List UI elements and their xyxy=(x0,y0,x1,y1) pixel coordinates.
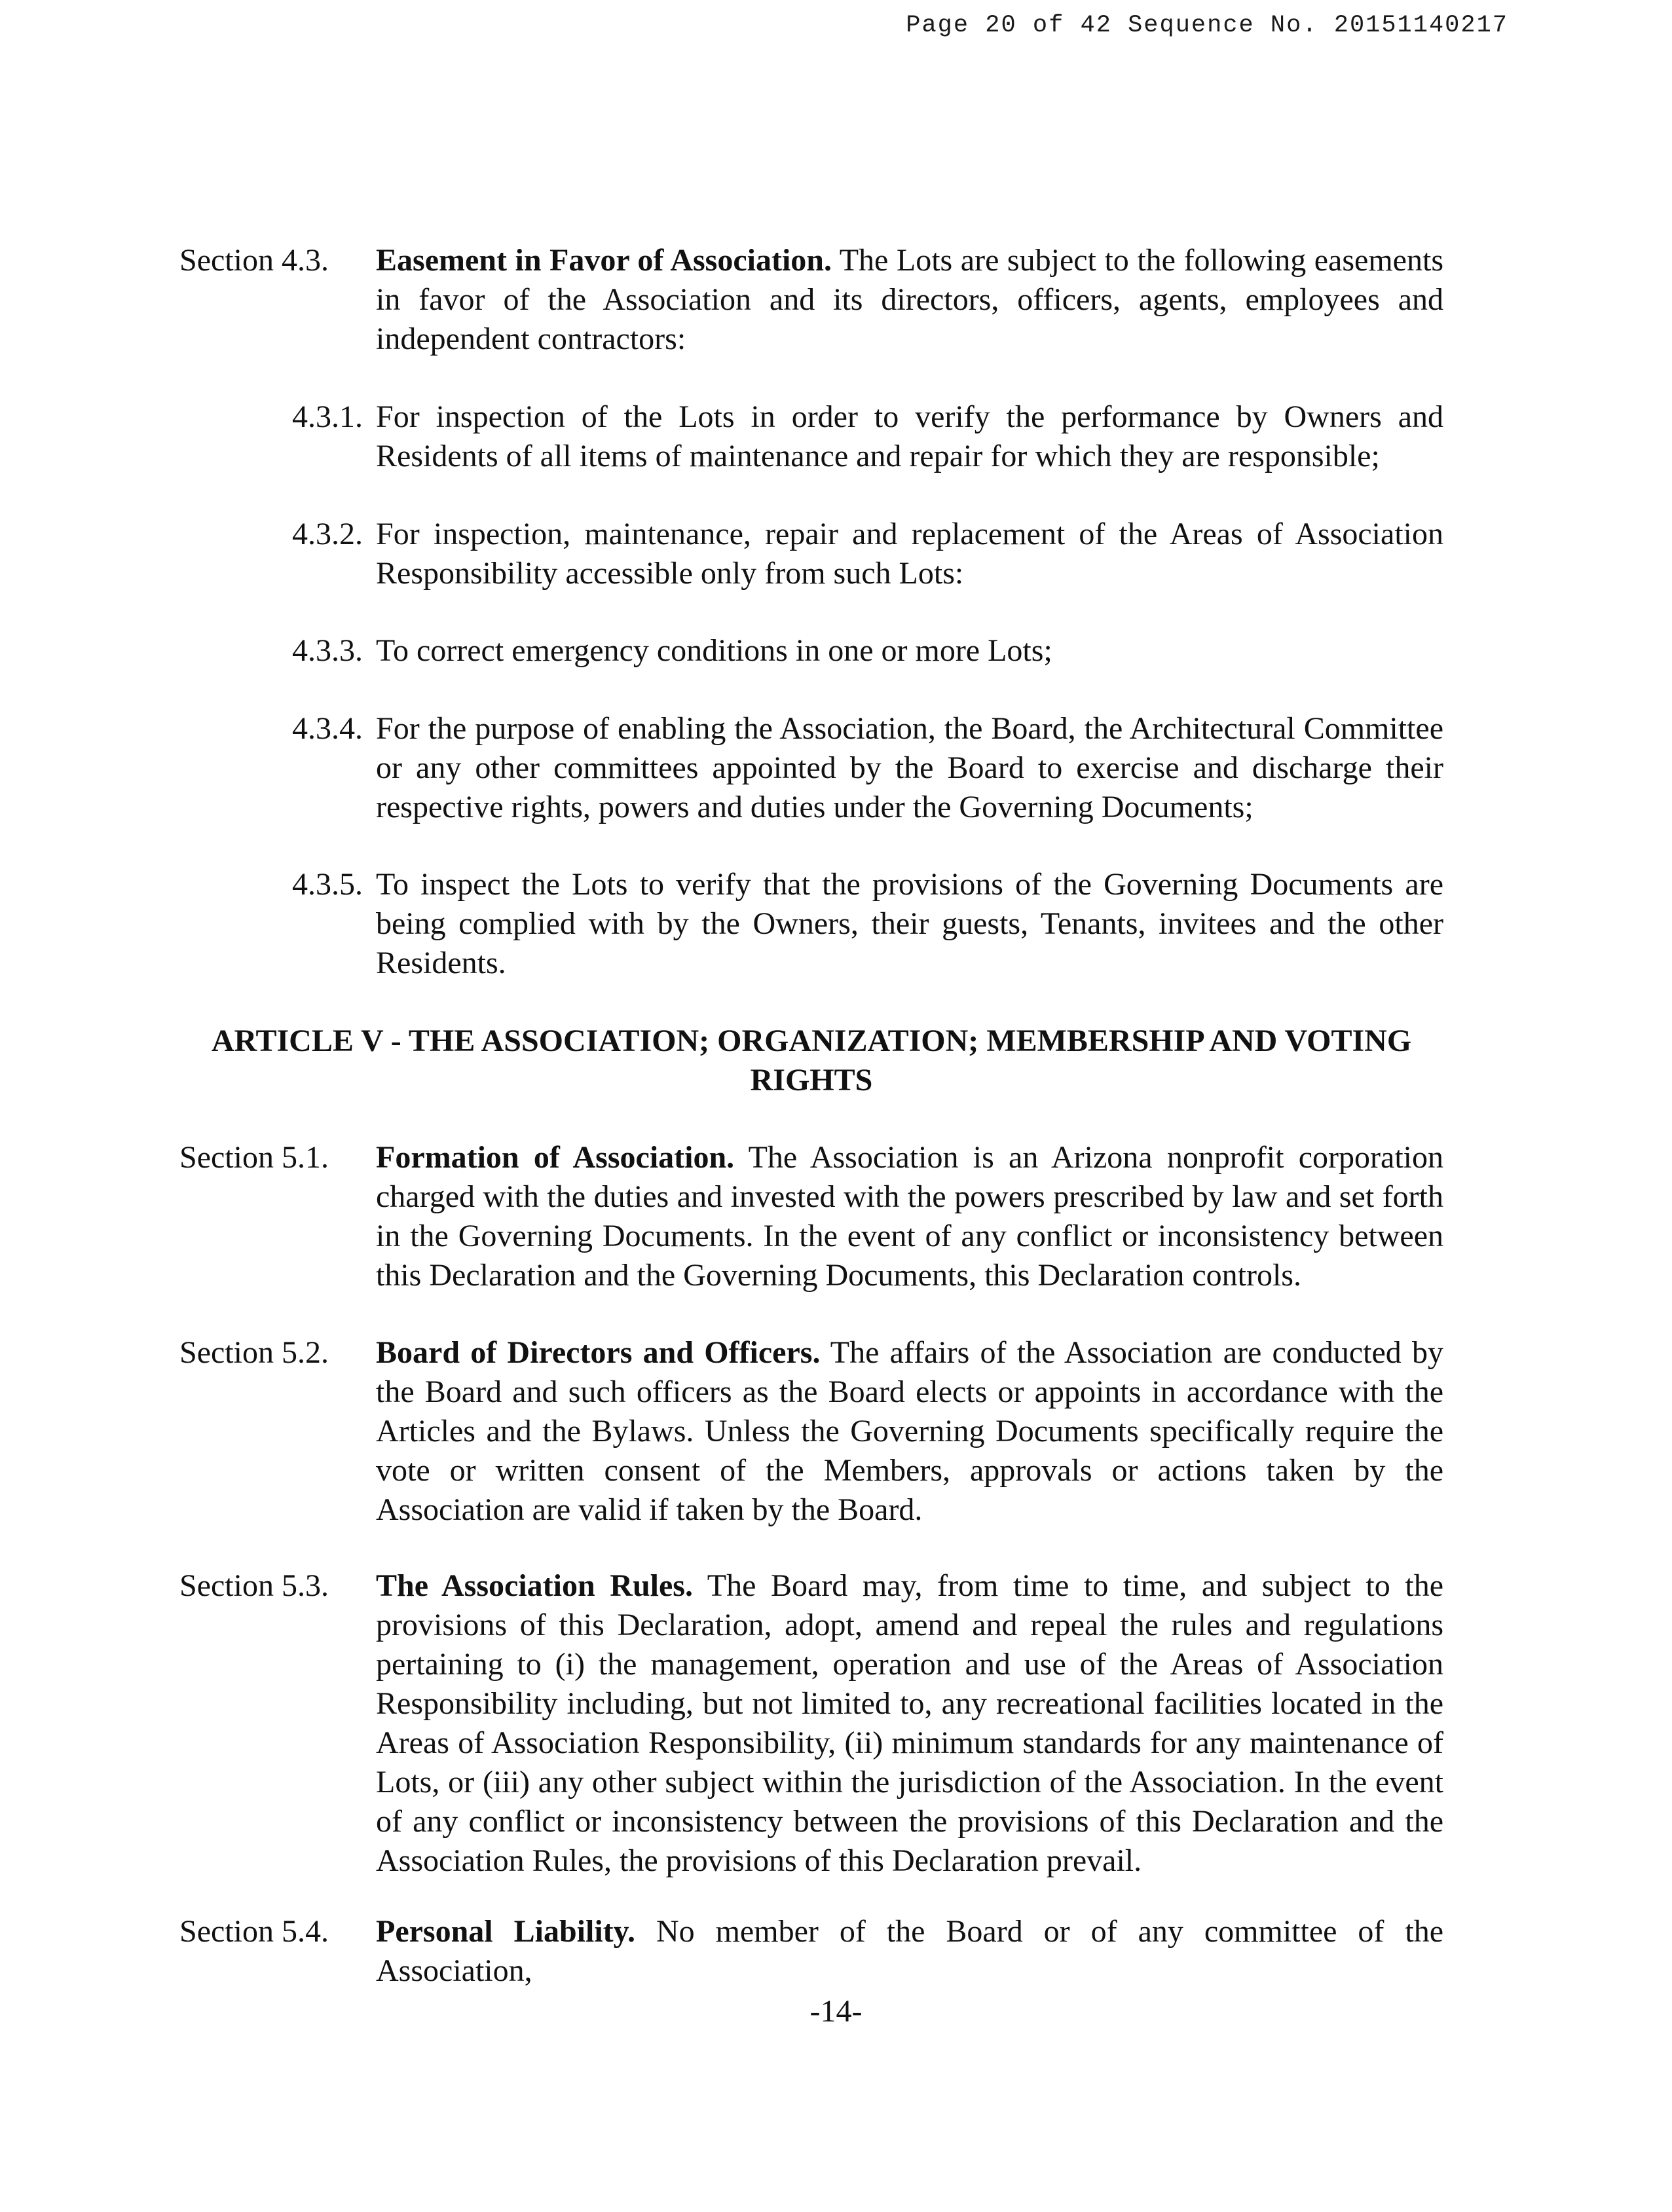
subsection-body: For the purpose of enabling the Association, the Board, the Architectural Committee or any other committees appointed by the Board to exercise and discharge their respective rights, powers and duties under the Governing Documents; xyxy=(376,711,1443,824)
subsection-label: 4.3.5. xyxy=(292,867,363,902)
section-text xyxy=(376,241,1443,359)
section-body: The Board may, from time to time, and subject to the provisions of this Declaration, adopt, amend and repeal the rules and regulations pertaining to (i) the management, operation and use of the Areas of Association Responsibility including, but not limited to, any recreational facilities located in the Areas of Association Responsibility, (ii) minimum standards for any maintenance of Lots, or (iii) any other subject within the jurisdiction of the Association. In the event of any conflict or inconsistency between the provisions of this Declaration and the Association Rules, the provisions of this Declaration prevail. xyxy=(376,1568,1443,1878)
subsection-4-3-2 xyxy=(179,515,1443,593)
subsection-4-3-1 xyxy=(179,397,1443,476)
section-heading: Formation of Association. xyxy=(376,1140,735,1175)
section-text xyxy=(376,1566,1443,1881)
section-5-2 xyxy=(179,1333,1443,1530)
section-text xyxy=(376,1912,1443,1991)
subsection-body: For inspection, maintenance, repair and replacement of the Areas of Association Responsibility accessible only from such Lots: xyxy=(376,517,1443,591)
page-number: -14- xyxy=(809,1994,863,2029)
subsection-4-3-3 xyxy=(179,631,1443,671)
page-sequence-header: Page 20 of 42 Sequence No. 20151140217 xyxy=(906,12,1508,39)
subsection-label: 4.3.3. xyxy=(292,633,363,668)
section-5-1 xyxy=(179,1138,1443,1295)
section-body: No member of the Board or of any committee of the Association, xyxy=(376,1914,1443,1988)
subsection-4-3-4 xyxy=(179,709,1443,827)
section-5-4 xyxy=(179,1912,1443,1991)
section-heading: Board of Directors and Officers. xyxy=(376,1335,821,1370)
article-title-line-2: RIGHTS xyxy=(750,1063,873,1097)
section-label: Section 4.3. xyxy=(179,243,329,278)
subsection-body: To inspect the Lots to verify that the provisions of the Governing Documents are being complied with by the Owners, their guests, Tenants, invitees and the other Residents. xyxy=(376,867,1443,980)
section-text xyxy=(376,1138,1443,1295)
section-label: Section 5.4. xyxy=(179,1914,329,1949)
subsection-label: 4.3.2. xyxy=(292,517,363,551)
subsection-label: 4.3.1. xyxy=(292,399,363,434)
section-heading: Personal Liability. xyxy=(376,1914,635,1949)
subsection-body: For inspection of the Lots in order to verify the performance by Owners and Residents of all items of maintenance and repair for which they are responsible; xyxy=(376,399,1443,473)
section-label: Section 5.3. xyxy=(179,1568,329,1603)
section-5-3 xyxy=(179,1566,1443,1881)
article-heading xyxy=(179,1022,1443,1100)
subsection-body: To correct emergency conditions in one or more Lots; xyxy=(376,633,1052,668)
section-body: The affairs of the Association are conducted by the Board and such officers as the Board elects or appoints in accordance with the Articles and the Bylaws. Unless the Governing Documents specifically require the vote or written consent of the Members, approvals or actions taken by the Association are valid if taken by the Board. xyxy=(376,1335,1443,1527)
section-label: Section 5.2. xyxy=(179,1335,329,1370)
subsection-label: 4.3.4. xyxy=(292,711,363,746)
section-body: The Lots are subject to the following easements in favor of the Association and its directors, officers, agents, employees and independent contractors: xyxy=(376,243,1444,356)
article-title-line-1: ARTICLE V - THE ASSOCIATION; ORGANIZATION; MEMBERSHIP AND VOTING xyxy=(211,1023,1412,1058)
section-heading: The Association Rules. xyxy=(376,1568,693,1603)
section-label: Section 5.1. xyxy=(179,1140,329,1175)
section-heading: Easement in Favor of Association. xyxy=(376,243,832,278)
section-4-3 xyxy=(179,241,1443,359)
section-body: The Association is an Arizona nonprofit corporation charged with the duties and invested with the powers prescribed by law and set forth in the Governing Documents. In the event of any conflict or inconsistency between this Declaration and the Governing Documents, this Declaration controls. xyxy=(376,1140,1444,1293)
section-text xyxy=(376,1333,1443,1530)
subsection-4-3-5 xyxy=(179,865,1443,983)
